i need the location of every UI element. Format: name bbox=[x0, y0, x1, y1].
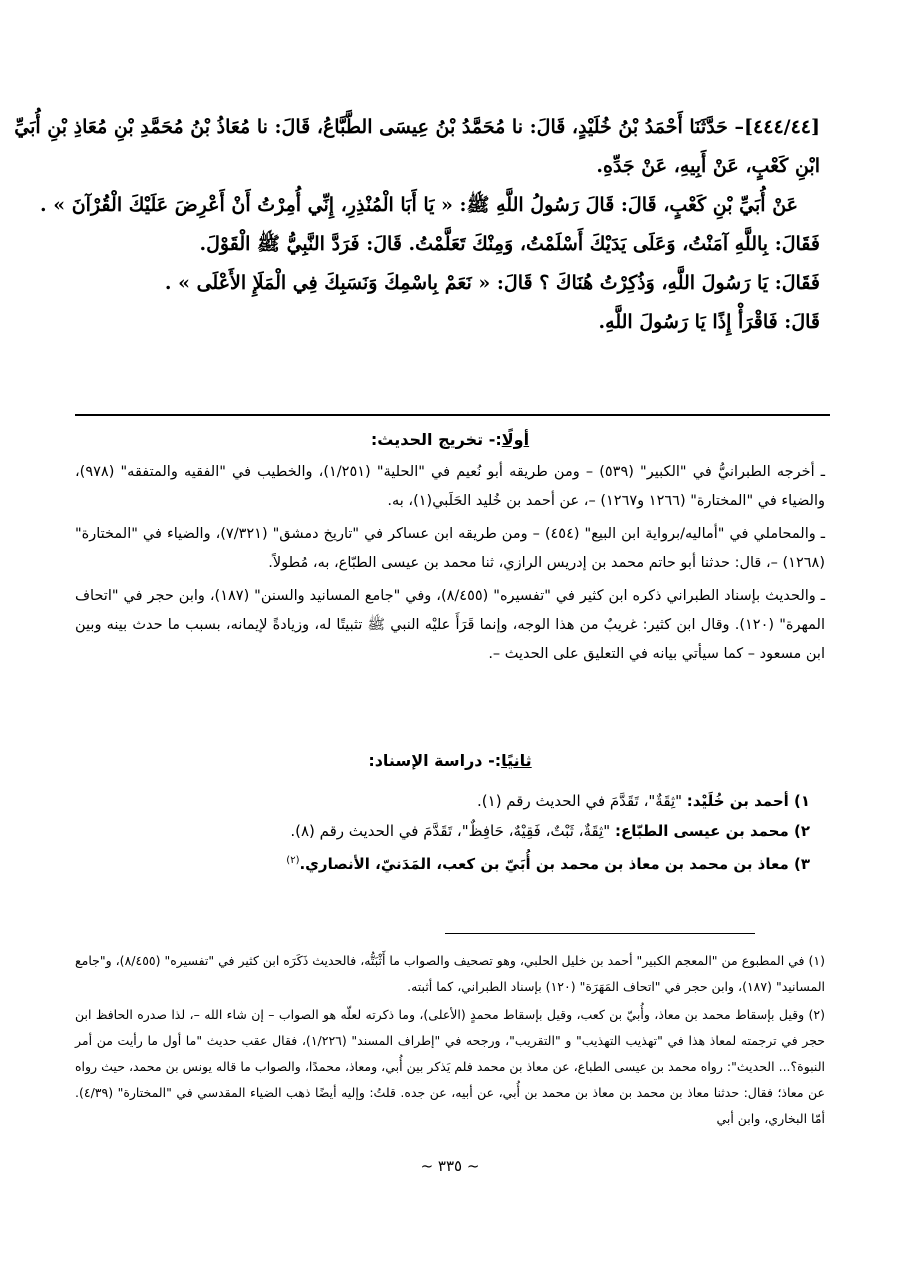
isnad-item bbox=[75, 846, 810, 879]
footnote: (٢) وقيل بإسقاط محمد بن معاذ، وأُبيّ بن كعب، وقيل بإسقاط محمدٍ (الأعلى)، وما ذكرته لعلّه هو الصواب – إن شاء الله –، لذا صدره الحافظ ابن حجر في ترجمته لمعاذ هذا في "تهذيب التهذيب" و "التقريب"، ورجحه في "إطراف المسند" (١/٢٢٦)، فقال عقب حديث "ما أول ما رأيت من أمر النبوة؟... الحديث": رواه محمد بن عيسى الطباع، عن معاذ بن محمد فلم يَذكر بين أُبي، ومعاذ، محمدًا، والصواب ما قاله يونس بن محمد، حيث رواه عن معاذ؛ فقال: حدثنا معاذ بن محمد بن معاذ بن محمد بن أُبي، عن أبيه، عن جده. قلتُ: وإليه أيضًا ذهب الضياء المقدسي في "المختارة" (٤/٣٩). أمّا البخاري، وابن أبي bbox=[75, 1007, 825, 1126]
footnotes bbox=[75, 948, 825, 1134]
section-heading-label: أولًا bbox=[501, 430, 530, 449]
takhrij-body bbox=[75, 458, 825, 673]
section-heading-title: :- تخريج الحديث: bbox=[370, 430, 502, 449]
narrator-grade: "ثِقَةٌ، ثَبْتٌ، فَقِيْهٌ، حَافِظٌ"، تَقَدَّمَ في الحديث رقم (٨). bbox=[290, 822, 615, 840]
section-heading-takhrij bbox=[75, 430, 825, 449]
isnad-item bbox=[75, 816, 810, 846]
isnad-item bbox=[75, 786, 810, 816]
footnote-ref: (٢) bbox=[286, 855, 300, 866]
hadith-line-6: قَالَ: فَاقْرَأْ إِذًا يَا رَسُولَ اللَّهِ. bbox=[598, 311, 820, 333]
takhrij-paragraph: ـ والمحاملي في "أماليه/برواية ابن البيع" (٤٥٤) – ومن طريقه ابن عساكر في "تاريخ دمشق" (٧/٣٢١)، والضياء في "المختارة" (١٢٦٨) –، قال: حدثنا أبو حاتم محمد بن إدريس الرازي، ثنا محمد بن عيسى الطبّاع، به، مُطولاً. bbox=[75, 526, 825, 571]
page-number: ~ ٣٣٥ ~ bbox=[420, 1157, 480, 1175]
takhrij-paragraph: ـ والحديث بإسناد الطبراني ذكره ابن كثير في "تفسيره" (٨/٤٥٥)، وفي "جامع المسانيد والسنن" (١٨٧)، وابن حجر في "اتحاف المهرة" (١٢٠). وقال ابن كثير: غريبٌ من هذا الوجه، وإنما قَرَأَ عليْه النبي ﷺ تثبيتًا له، وزيادةً لإيمانه، بسبب ما حدث بينه وبين ابن مسعود – كما سيأتي بيانه في التعليق على الحديث –. bbox=[75, 588, 826, 662]
narrator-grade: "ثِقَةٌ"، تَقَدَّمَ في الحديث رقم (١). bbox=[477, 792, 687, 810]
hadith-line-3: عَنْ أُبَيِّ بْنِ كَعْبٍ، قَالَ: قَالَ رَسُولُ اللَّهِ ﷺ: « يَا أَبَا الْمُنْذِرِ، إِنِّي أُمِرْتُ أَنْ أَعْرِضَ عَلَيْكَ الْقُرْآنَ » . bbox=[39, 194, 798, 216]
section-heading-isnad bbox=[75, 751, 825, 770]
isnad-list bbox=[75, 786, 810, 879]
hadith-line-2: ابْنِ كَعْبٍ، عَنْ أَبِيهِ، عَنْ جَدِّهِ. bbox=[596, 155, 820, 177]
section-divider bbox=[75, 414, 830, 416]
narrator-name: ١) أحمد بن خُلَيْد: bbox=[686, 792, 810, 810]
section-heading-title: :- دراسة الإسناد: bbox=[368, 751, 502, 770]
hadith-line-5: فَقَالَ: يَا رَسُولَ اللَّهِ، وَذُكِرْتُ هُنَاكَ ؟ قَالَ: « نَعَمْ بِاسْمِكَ وَنَسَبِكَ فِي الْمَلَإِ الأَعْلَى » . bbox=[164, 272, 820, 294]
footnote: (١) في المطبوع من "المعجم الكبير" أحمد بن خليل الحلبي، وهو تصحيف والصواب ما أَثْبَتُّه، فالحديث ذَكَرَه ابن كثير في "تفسيره" (٨/٤٥٥)، و"جامع المسانيد" (١٨٧)، وابن حجر في "اتحاف المَهَرَة" (١٢٠) بإسناد الطبراني، كما أثبته. bbox=[75, 953, 825, 994]
hadith-line-4: فَقَالَ: بِاللَّهِ آمَنْتُ، وَعَلَى يَدَيْكَ أَسْلَمْتُ، وَمِنْكَ تَعَلَّمْتُ. قَالَ: فَرَدَّ النَّبِيُّ ﷺ الْقَوْلَ. bbox=[199, 233, 820, 255]
section-heading-label: ثانيًا bbox=[501, 751, 532, 770]
narrator-name: ٣) معاذ بن محمد بن معاذ بن محمد بن أُبَيّ بن كعب، المَدَنيّ، الأنصاري. bbox=[299, 855, 810, 873]
footnote-divider bbox=[445, 933, 755, 934]
narrator-name: ٢) محمد بن عيسى الطبّاع: bbox=[614, 822, 810, 840]
takhrij-paragraph: ـ أخرجه الطبرانيُّ في "الكبير" (٥٣٩) – ومن طريقه أبو نُعيم في "الحلية" (١/٢٥١)، والخطيب في "الفقيه والمتفقه" (٩٧٨)، والضياء في "المختارة" (١٢٦٦ و١٢٦٧) –، عن أحمد بن خُليد الحَلَبي(١)، به. bbox=[75, 464, 826, 509]
hadith-text bbox=[14, 108, 820, 342]
hadith-line-1: [٤٤٤/٤٤]– حَدَّثَنَا أَحْمَدُ بْنُ خُلَيْدٍ، قَالَ: نا مُحَمَّدُ بْنُ عِيسَى الطَّبَّاعُ، قَالَ: نا مُعَاذُ بْنُ مُحَمَّدِ بْنِ مُعَاذِ بْنِ أُبَيِّ bbox=[14, 116, 820, 138]
